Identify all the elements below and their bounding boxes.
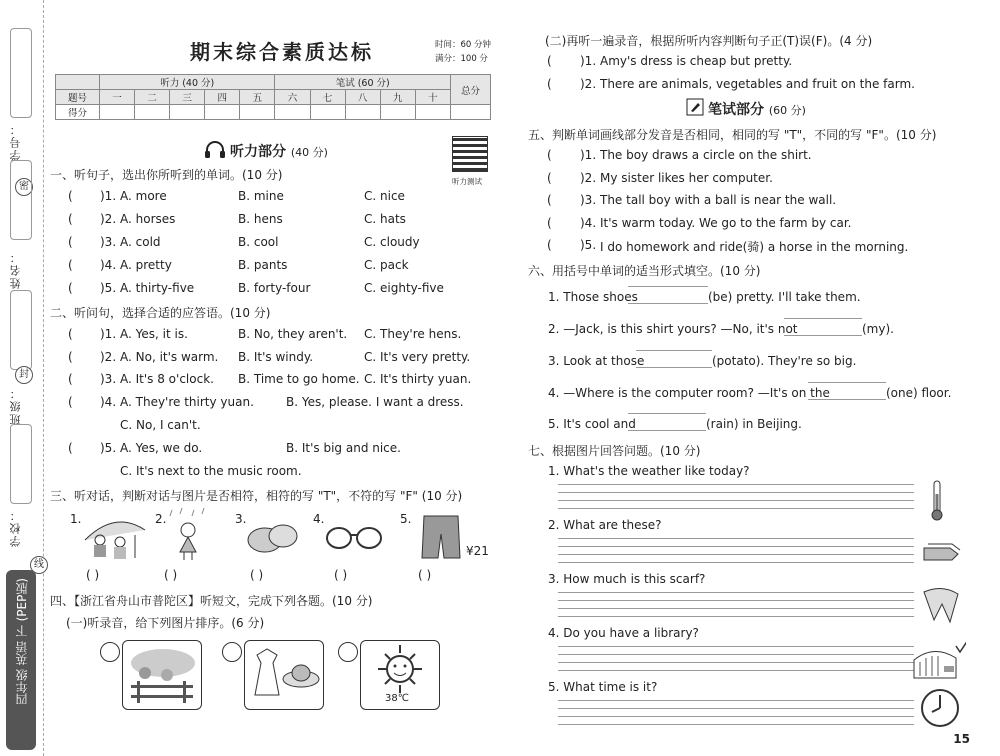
section-3-title: 三、听对话，判断对话与图片是否相符，相符的写 "T"，不符的写 "F" (10 分) [50, 489, 463, 503]
section-5-title: 五、判断单词画线部分发音是否相同，相同的写 "T"，不同的写 "F"。(10 分) [528, 128, 937, 142]
option-c: C. eighty-five [364, 281, 444, 295]
total-score-header: 总分 [451, 75, 491, 105]
library-picture [912, 640, 966, 684]
score-row-label: 得分 [56, 105, 100, 120]
fill-sentence-start: 2. —Jack, is this shirt yours? —No, it's not [548, 322, 798, 336]
question-number: )5. [100, 281, 117, 295]
answer-line[interactable] [558, 600, 914, 601]
question-number: )5. [100, 441, 117, 455]
answer-paren[interactable]: ( [547, 77, 552, 91]
sentence: The boy draws a circle on the shirt. [600, 148, 812, 162]
question-number: )1. [100, 327, 117, 341]
answer-line[interactable] [558, 538, 914, 539]
answer-paren[interactable]: ( [68, 327, 73, 341]
question-number: )1. [580, 148, 597, 162]
statement: There are animals, vegetables and fruit on the farm. [600, 77, 915, 91]
sunglasses-picture [325, 522, 383, 556]
score-cell[interactable] [380, 105, 415, 120]
full-score: 满分：100 分 [435, 54, 488, 64]
qr-label: 听力测试 [452, 177, 482, 186]
option-c: C. They're hens. [364, 327, 462, 341]
picture-question: 2. What are these? [548, 518, 662, 532]
fill-sentence-start: 3. Look at those [548, 354, 645, 368]
sentence: I do homework and ride(骑) a horse in the morning. [600, 240, 909, 254]
answer-line[interactable] [558, 500, 914, 501]
q-num: 二 [135, 90, 170, 105]
answer-line[interactable] [558, 670, 914, 671]
option-b: B. No, they aren't. [238, 327, 348, 341]
answer-line[interactable] [558, 592, 914, 593]
score-cell[interactable] [205, 105, 240, 120]
school-box [10, 424, 32, 504]
option-c: C. It's thirty yuan. [364, 372, 472, 386]
answer-line[interactable] [558, 508, 914, 509]
question-number: )5. [580, 238, 597, 252]
temperature-label: 38℃ [385, 693, 409, 704]
children-rain-picture [80, 510, 150, 564]
fill-blank-line[interactable] [808, 399, 886, 400]
option-b: B. hens [238, 212, 283, 226]
fill-blank-line[interactable] [636, 367, 712, 368]
score-cell[interactable] [345, 105, 380, 120]
question-number: )1. [100, 189, 117, 203]
listening-score-header: 听力 (40 分) [100, 75, 275, 90]
answer-line[interactable] [558, 562, 914, 563]
page-number: 15 [953, 732, 970, 746]
pic-num-3: 3. [235, 512, 247, 526]
q-num: 三 [170, 90, 205, 105]
answer-paren[interactable]: ( [547, 215, 552, 230]
fill-blank-line[interactable] [628, 286, 708, 287]
statement: Amy's dress is cheap but pretty. [600, 54, 793, 68]
option-a: A. They're thirty yuan. [120, 395, 254, 409]
score-cell[interactable] [275, 105, 310, 120]
answer-paren[interactable]: ( [68, 189, 73, 203]
answer-paren[interactable]: ( [547, 54, 552, 68]
clock-picture [920, 688, 960, 732]
answer-line[interactable] [558, 608, 914, 609]
girl-in-rain-picture [168, 508, 208, 567]
option-b: B. It's windy. [238, 350, 314, 364]
fill-sentence-start: 1. Those shoes [548, 290, 638, 304]
sun-picture [360, 640, 440, 710]
answer-line[interactable] [558, 484, 914, 485]
fill-blank-line[interactable] [808, 382, 886, 383]
qr-code[interactable] [452, 136, 488, 172]
q-num: 一 [100, 90, 135, 105]
section-4-sub1: (一)听录音，给下列图片排序。(6 分) [66, 616, 265, 630]
answer-paren[interactable]: ( [68, 441, 73, 455]
q-num: 八 [345, 90, 380, 105]
score-cell[interactable] [100, 105, 135, 120]
answer-line[interactable] [558, 492, 914, 493]
pic-num-4: 4. [313, 512, 325, 526]
answer-line[interactable] [558, 646, 914, 647]
class-label: 班级： [9, 386, 22, 425]
time-info [435, 38, 491, 66]
fill-sentence-end: (one) floor. [886, 386, 952, 400]
option-a: A. It's 8 o'clock. [120, 372, 214, 386]
answer-line[interactable] [558, 616, 914, 617]
picture-question: 5. What time is it? [548, 680, 658, 694]
answer-paren[interactable]: ( [68, 212, 73, 226]
fill-sentence-start: 4. —Where is the computer room? —It's on the [548, 386, 830, 400]
question-number: )4. [100, 258, 117, 272]
name-label: 姓名： [9, 250, 22, 289]
question-number: )3. [580, 193, 597, 207]
dress-hat-picture [244, 640, 324, 710]
picture-question: 4. Do you have a library? [548, 626, 699, 640]
option-b: B. cool [238, 235, 279, 249]
fill-blank-line[interactable] [784, 318, 862, 319]
answer-line[interactable] [558, 654, 914, 655]
binding-sidebar [0, 0, 44, 756]
time-limit: 时间：60 分钟 [435, 40, 492, 50]
question-number-label: 题号 [56, 90, 100, 105]
q-num: 十 [415, 90, 450, 105]
fill-blank-line[interactable] [628, 413, 706, 414]
score-cell[interactable] [240, 105, 275, 120]
seal-tag-mi: 密 [15, 178, 33, 196]
option-b: B. Time to go home. [238, 372, 360, 386]
answer-paren[interactable]: ( [68, 350, 73, 364]
answer-line[interactable] [558, 662, 914, 663]
fill-sentence-end: (be) pretty. I'll take them. [708, 290, 861, 304]
option-c: C. hats [364, 212, 406, 226]
sentence: It's warm today. We go to the farm by car. [600, 215, 852, 230]
written-score-header: 笔试 (60 分) [275, 75, 451, 90]
answer-line[interactable] [558, 700, 914, 701]
answer-paren[interactable]: ( [68, 395, 73, 409]
option-a: A. No, it's warm. [120, 350, 219, 364]
student-number-label: 学号： [9, 122, 22, 161]
order-circle-2[interactable] [222, 642, 242, 662]
option-a: A. cold [120, 235, 161, 249]
answer-paren[interactable]: ( [68, 258, 73, 272]
question-number: )3. [100, 372, 117, 386]
written-heading: 笔试部分 (60 分) [708, 102, 806, 118]
fill-blank-line[interactable] [628, 303, 708, 304]
answer-blank-3-5[interactable]: ( ) [418, 568, 432, 582]
answer-line[interactable] [558, 724, 914, 725]
option-a: A. pretty [120, 258, 172, 272]
picture-question: 3. How much is this scarf? [548, 572, 706, 586]
potatoes-picture [245, 516, 300, 560]
pencil-icon [686, 98, 704, 120]
fill-blank-line[interactable] [784, 335, 862, 336]
section-4b-title: (二)再听一遍录音，根据所听内容判断句子正(T)误(F)。(4 分) [545, 34, 873, 48]
answer-line[interactable] [558, 554, 914, 555]
fill-sentence-end: (potato). They're so big. [712, 354, 857, 368]
pic-num-5: 5. [400, 512, 412, 526]
q-num: 六 [275, 90, 310, 105]
student-number-box [10, 28, 32, 118]
listening-heading: 听力部分 (40 分) [230, 144, 328, 160]
section-2-title: 二、听问句，选择合适的应答语。(10 分) [50, 306, 271, 320]
school-label: 学校： [9, 508, 22, 547]
order-circle-3[interactable] [338, 642, 358, 662]
section-4-title: 四、【浙江省舟山市普陀区】听短文，完成下列各题。(10 分) [50, 594, 373, 608]
headphones-icon [204, 140, 226, 164]
option-b: B. It's big and nice. [286, 441, 401, 455]
answer-paren[interactable]: ( [547, 193, 552, 207]
answer-line[interactable] [558, 708, 914, 709]
answer-blank-3-4[interactable]: ( ) [334, 568, 348, 582]
name-box [10, 160, 32, 240]
answer-line[interactable] [558, 546, 914, 547]
answer-paren[interactable]: ( [547, 170, 552, 185]
section-7-title: 七、根据图片回答问题。(10 分) [528, 444, 701, 458]
question-number: )3. [100, 235, 117, 249]
order-circle-1[interactable] [100, 642, 120, 662]
q-num: 四 [205, 90, 240, 105]
class-box [10, 290, 32, 370]
socks-picture [922, 542, 962, 568]
pic-num-1: 1. [70, 512, 82, 526]
option-c: C. It's very pretty. [364, 350, 471, 364]
q-num: 五 [240, 90, 275, 105]
answer-blank-3-1[interactable]: ( ) [86, 568, 100, 582]
question-number: )4. [100, 395, 117, 409]
answer-paren[interactable]: ( [547, 238, 552, 252]
sentence: My sister likes her computer. [600, 170, 773, 185]
question-number: )2. [100, 212, 117, 226]
seal-tag-feng: 封 [15, 366, 33, 384]
option-c: C. It's next to the music room. [120, 464, 302, 478]
score-cell[interactable] [170, 105, 205, 120]
farm-picture [122, 640, 202, 710]
answer-paren[interactable]: ( [547, 148, 552, 162]
option-a: A. Yes, it is. [120, 327, 188, 341]
answer-line[interactable] [558, 716, 914, 717]
option-a: A. Yes, we do. [120, 441, 203, 455]
edition-badge: 四年级 英语 下 (PEP版) [6, 570, 36, 750]
option-c: C. pack [364, 258, 409, 272]
score-cell[interactable] [310, 105, 345, 120]
answer-paren[interactable]: ( [68, 235, 73, 249]
answer-blank-3-2[interactable]: ( ) [164, 568, 178, 582]
score-cell[interactable] [135, 105, 170, 120]
score-cell[interactable] [415, 105, 450, 120]
picture-question: 1. What's the weather like today? [548, 464, 750, 478]
fill-sentence-start: 5. It's cool and [548, 417, 636, 431]
option-b: B. pants [238, 258, 288, 272]
question-number: )2. [100, 350, 117, 364]
question-number: )4. [580, 215, 597, 230]
fill-sentence-end: (my). [862, 322, 894, 336]
option-a: A. thirty-five [120, 281, 195, 295]
option-c: C. nice [364, 189, 405, 203]
scarf-picture [920, 584, 964, 628]
exam-title: 期末综合素质达标 [190, 40, 374, 64]
seal-tag-xian: 线 [30, 556, 48, 574]
option-c: C. cloudy [364, 235, 420, 249]
shorts-price: ¥21 [466, 544, 489, 558]
section-1-title: 一、听句子，选出你所听到的单词。(10 分) [50, 168, 283, 182]
pic-num-2: 2. [155, 512, 167, 526]
sentence: The tall boy with a ball is near the wall. [600, 193, 837, 207]
shorts-picture [420, 512, 462, 566]
option-a: A. more [120, 189, 167, 203]
option-a: A. horses [120, 212, 176, 226]
option-b: B. mine [238, 189, 284, 203]
q-num: 九 [380, 90, 415, 105]
section-6-title: 六、用括号中单词的适当形式填空。(10 分) [528, 264, 761, 278]
option-b: B. Yes, please. I want a dress. [286, 395, 464, 409]
fill-blank-line[interactable] [628, 430, 706, 431]
option-b: B. forty-four [238, 281, 311, 295]
q-num: 七 [310, 90, 345, 105]
option-c: C. No, I can't. [120, 418, 201, 432]
answer-paren[interactable]: ( [68, 281, 73, 295]
fill-sentence-end: (rain) in Beijing. [706, 417, 802, 431]
score-cell[interactable] [451, 105, 491, 120]
answer-paren[interactable]: ( [68, 372, 73, 386]
question-number: )2. [580, 77, 597, 91]
question-number: )2. [580, 170, 597, 185]
fill-blank-line[interactable] [636, 350, 712, 351]
answer-blank-3-3[interactable]: ( ) [250, 568, 264, 582]
question-number: )1. [580, 54, 597, 68]
score-table [55, 74, 491, 120]
thermometer-picture [930, 480, 944, 526]
